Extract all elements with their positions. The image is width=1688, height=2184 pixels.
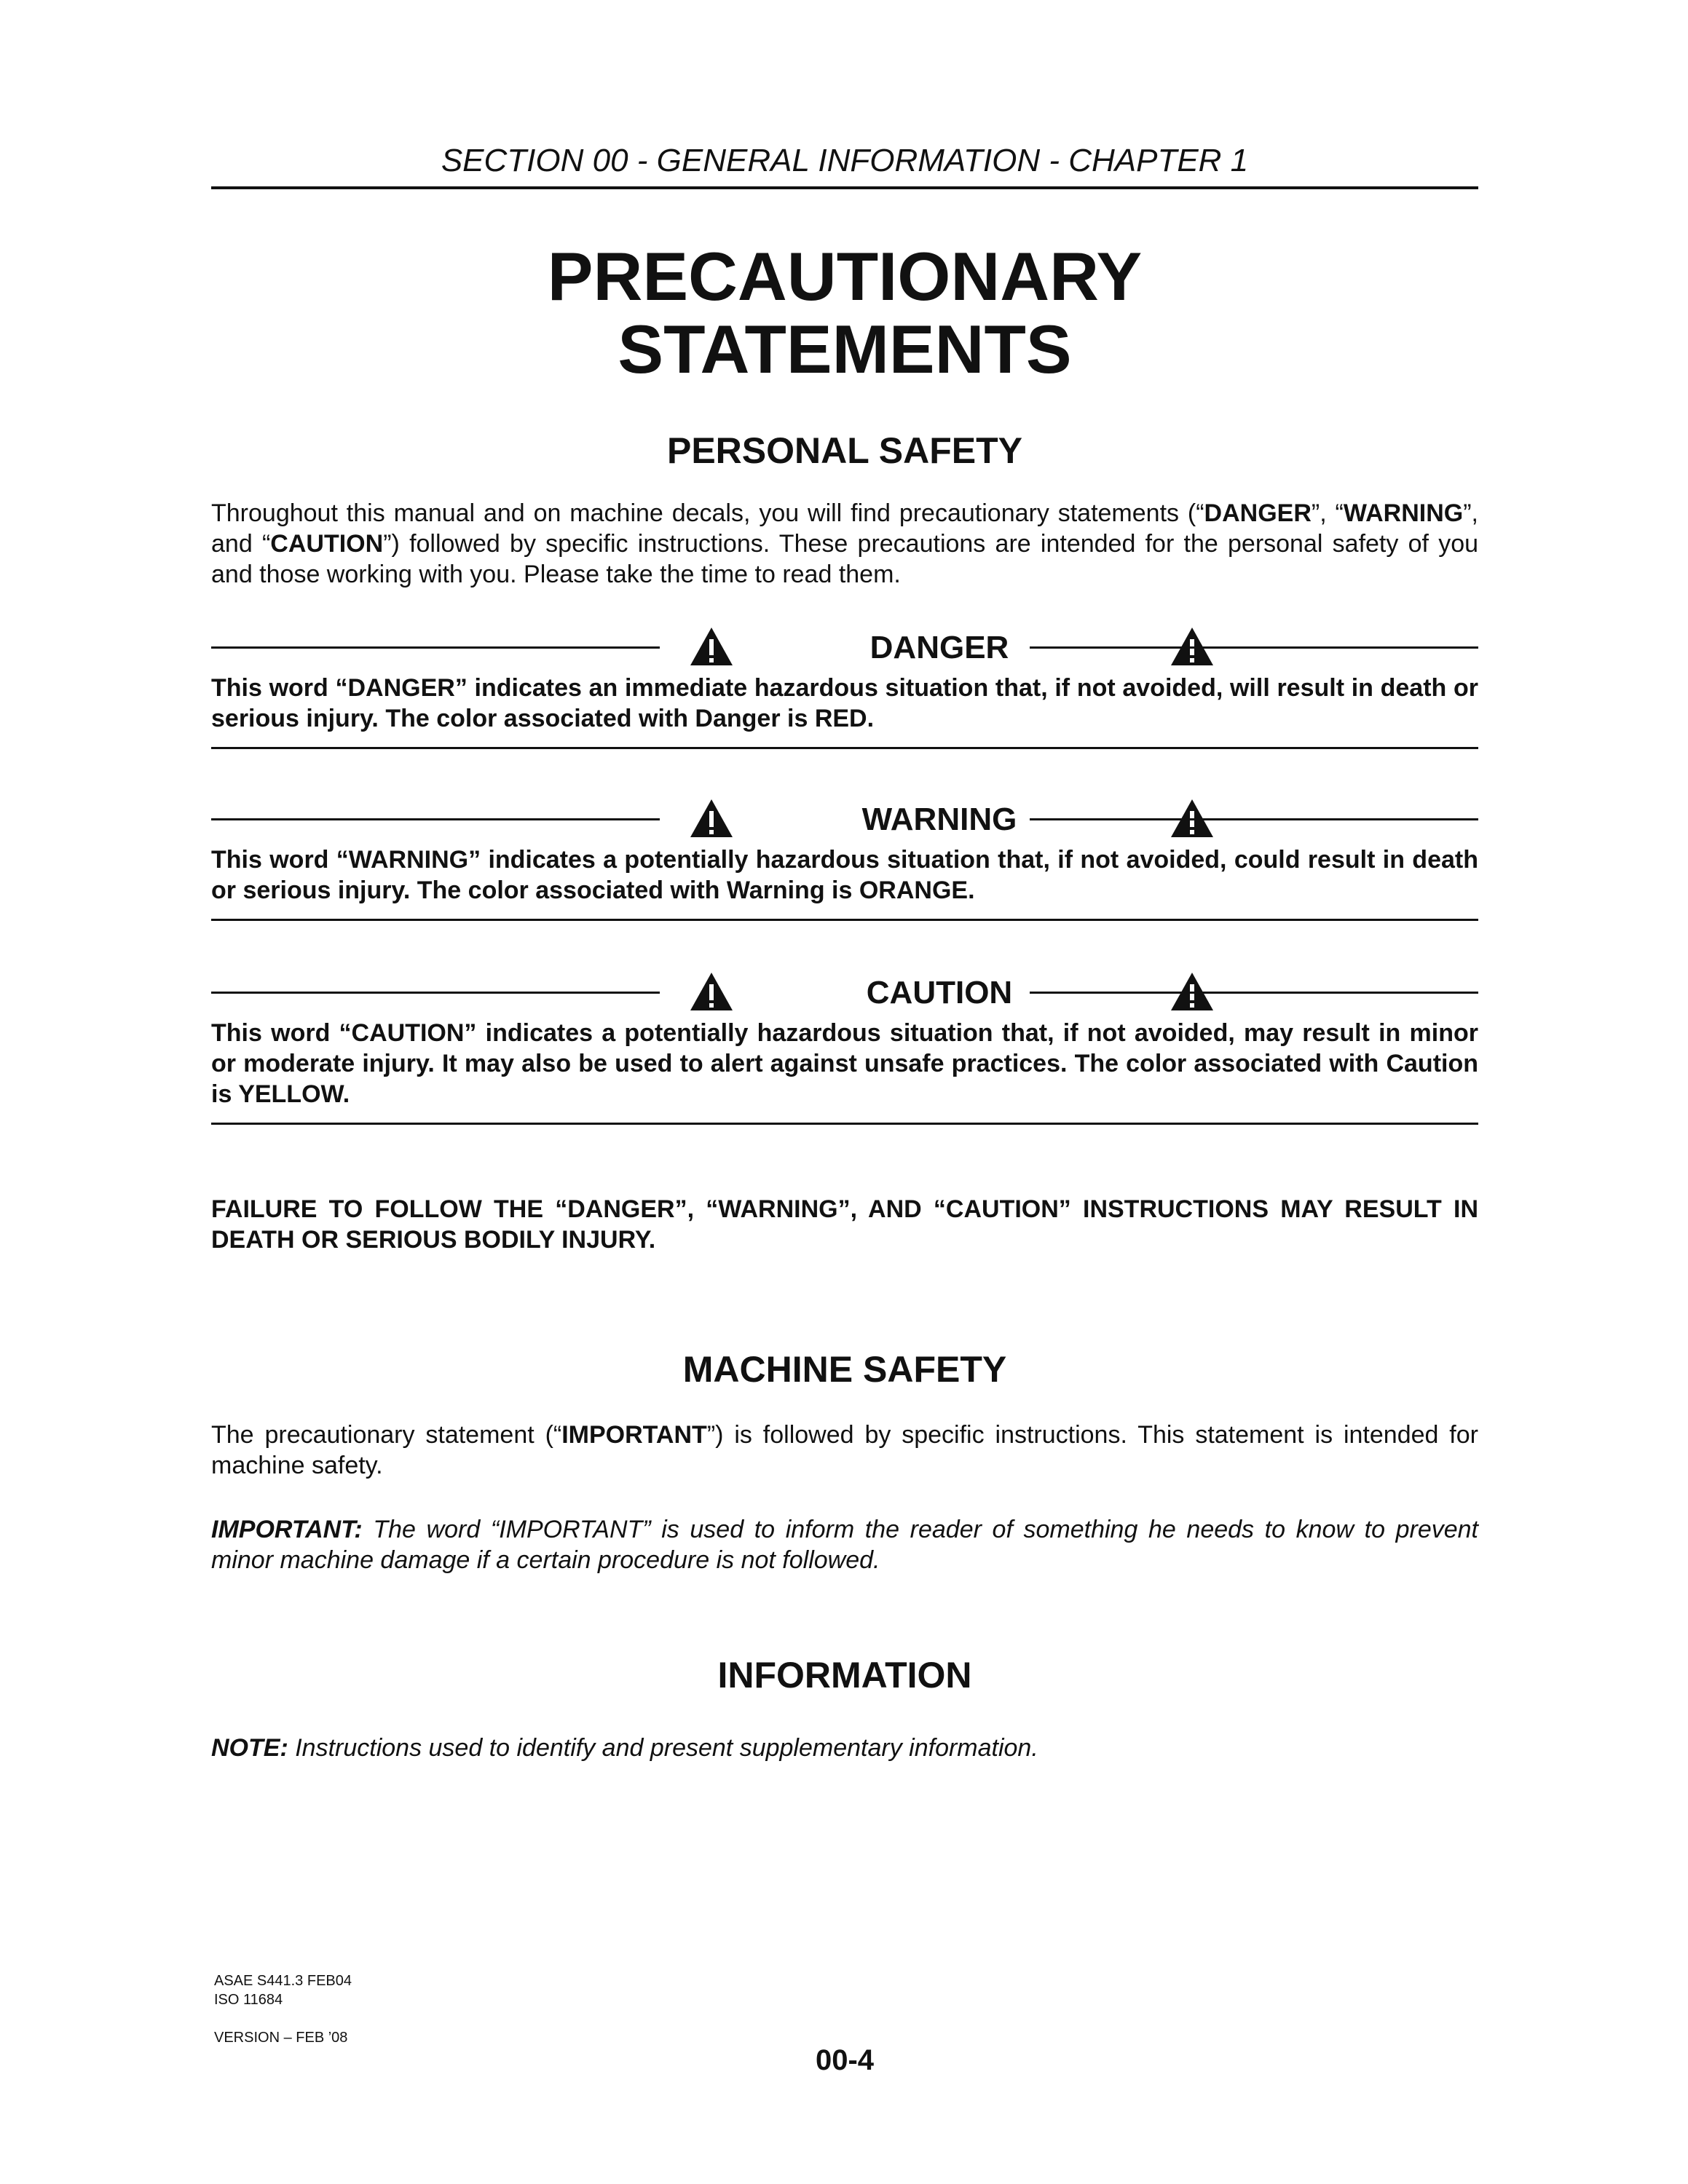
warning-line-left [211,818,660,820]
intro-warning: WARNING [1343,499,1464,527]
note-statement [211,1733,1478,1763]
intro-danger: DANGER [1204,499,1312,527]
information-heading: INFORMATION [717,1655,972,1696]
important-label: IMPORTANT: [211,1516,363,1543]
page-number: 00-4 [815,2044,875,2076]
intro-text-2: ”, “ [1311,499,1344,527]
caution-line-left [211,992,660,994]
machine-text-1: The precautionary statement (“ [211,1421,562,1449]
footer-standard-iso: ISO 11684 [214,1992,283,2008]
machine-safety-heading: MACHINE SAFETY [682,1349,1007,1390]
intro-text-1: Throughout this manual and on machine decals, you will find precautionary statements (“ [211,499,1204,527]
warning-rule [211,919,1478,921]
warning-triangle-icon [689,798,734,839]
intro-text-3: ”, and “ [211,499,1478,558]
intro-caution: CAUTION [270,530,384,558]
footer-version: VERSION – FEB ’08 [214,2030,348,2046]
danger-signal-row [211,622,1478,673]
personal-safety-heading: PERSONAL SAFETY [666,430,1023,471]
caution-label: CAUTION [866,975,1013,1010]
warning-description: This word “WARNING” indicates a potentially hazardous situation that, if not avoided, could result in death or serious injury. The color associated with Warning is ORANGE. [211,846,1478,904]
warning-line-right [1030,818,1478,820]
danger-description: This word “DANGER” indicates an immediate hazardous situation that, if not avoided, will result in death or serious injury. The color associated with Danger is RED. [211,674,1478,732]
danger-rule [211,747,1478,749]
warning-triangle-icon [689,626,734,667]
caution-rule [211,1123,1478,1125]
intro-text-4: ”) followed by specific instructions. These precautions are intended for the personal safety of you and those working with you. Please take the time to read them. [211,530,1479,588]
danger-label: DANGER [869,630,1009,665]
page-title [211,240,1478,386]
section-header: SECTION 00 - GENERAL INFORMATION - CHAPTER 1 [441,143,1249,178]
title-line-1: PRECAUTIONARY [547,238,1143,314]
caution-line-right [1030,992,1478,994]
title-line-2: STATEMENTS [618,311,1072,387]
machine-text-2: ”) is followed by specific instructions. This statement is intended for machine safety. [211,1421,1478,1479]
note-text: Instructions used to identify and present supplementary information. [288,1734,1038,1762]
machine-safety-text [211,1420,1478,1481]
footer-standard-asae: ASAE S441.3 FEB04 [214,1973,352,1989]
important-statement [211,1514,1478,1575]
important-text: The word “IMPORTANT” is used to inform the reader of something he needs to know to prevent minor machine damage if a certain procedure is not followed. [211,1516,1478,1574]
machine-important: IMPORTANT [561,1421,707,1449]
caution-signal-row [211,967,1478,1018]
warning-signal-row [211,794,1478,844]
personal-safety-intro [211,498,1478,590]
failure-notice: FAILURE TO FOLLOW THE “DANGER”, “WARNING”, AND “CAUTION” INSTRUCTIONS MAY RESULT IN DEATH OR SERIOUS BODILY INJURY. [211,1195,1478,1254]
danger-line-right [1030,646,1478,649]
header-rule [211,186,1478,189]
warning-triangle-icon [689,971,734,1012]
danger-line-left [211,646,660,649]
note-label: NOTE: [211,1734,288,1762]
warning-label: WARNING [861,802,1017,837]
caution-description: This word “CAUTION” indicates a potentially hazardous situation that, if not avoided, may result in minor or moderate injury. It may also be used to alert against unsafe practices. The color associated with Caution is YELLOW. [211,1019,1478,1108]
